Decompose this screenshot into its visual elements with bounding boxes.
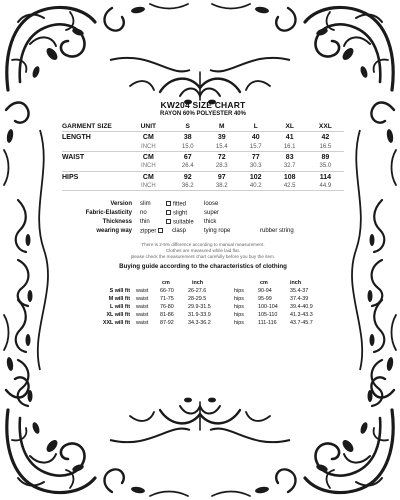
- property-label: wearing way: [96, 228, 132, 235]
- table-row-hips-inch: [62, 182, 344, 191]
- fit-value: 41.3-43.3: [290, 311, 313, 318]
- option-fitted: fitted: [166, 201, 186, 208]
- properties-section: [62, 201, 344, 237]
- option-super: super: [204, 210, 220, 217]
- fit-value: 28-29.5: [188, 295, 207, 302]
- fit-row-s: [62, 288, 344, 296]
- fit-value: 31.9-33.9: [188, 311, 211, 318]
- frame-top-scroll: [110, 58, 290, 72]
- option-slim: slim: [140, 201, 151, 208]
- column-header: S: [171, 122, 205, 132]
- unit-cell: INCH: [126, 143, 171, 152]
- fit-row-l: [62, 304, 344, 312]
- property-row-version: [62, 201, 344, 210]
- table-cell: 35.0: [307, 162, 344, 171]
- checkbox-icon: [158, 228, 163, 233]
- column-header: L: [239, 122, 273, 132]
- fit-value: 95-99: [258, 295, 272, 302]
- table-cell: 15.4: [205, 143, 239, 152]
- row-label-waist: WAIST: [62, 153, 85, 161]
- fit-value: 87-92: [160, 319, 174, 326]
- table-cell: 26.4: [171, 162, 205, 171]
- column-header: inch: [290, 279, 302, 286]
- property-row-thickness: [62, 219, 344, 228]
- fit-measure: waist: [136, 287, 149, 294]
- option-thick: thick: [204, 219, 217, 226]
- fit-size-label: S will fit: [109, 287, 130, 294]
- option-slight: slight: [166, 210, 187, 217]
- note-line: There is 2-5% difference according to manual measurement.: [141, 242, 265, 248]
- fit-value: 35.4-37: [290, 287, 309, 294]
- fit-row-xxl: [62, 320, 344, 328]
- table-cell: 102: [249, 173, 262, 181]
- option-rubber-string: rubber string: [260, 228, 294, 235]
- table-cell: 40: [251, 134, 260, 142]
- option-suitable: suitable: [166, 219, 194, 226]
- row-label-length: LENGTH: [62, 134, 91, 142]
- column-header: inch: [192, 279, 204, 286]
- frame-corner-bottom-right: [212, 315, 396, 496]
- table-cell: 77: [251, 153, 260, 161]
- table-row-hips-cm: [62, 171, 344, 182]
- fit-row-m: [62, 296, 344, 304]
- row-label-hips: HIPS: [62, 173, 79, 181]
- fit-size-label: XXL will fit: [102, 319, 130, 326]
- table-row-waist-cm: [62, 151, 344, 162]
- fit-measure: hips: [234, 287, 244, 294]
- fit-value: 105-110: [258, 311, 278, 318]
- frame-bottom-center-ornament: [130, 398, 270, 430]
- fit-value: 76-80: [160, 303, 174, 310]
- fit-value: 26-27.6: [188, 287, 207, 294]
- frame-right-side-ornament: [368, 200, 385, 306]
- unit-cell: INCH: [126, 182, 171, 191]
- frame-corner-bottom-left: [4, 315, 188, 496]
- fit-measure: waist: [136, 303, 149, 310]
- table-cell: 42.5: [273, 182, 307, 191]
- note-line: please check the measurement chart carefully before you buy the item.: [130, 254, 276, 260]
- column-header: XL: [273, 122, 307, 132]
- unit-cell: CM: [142, 173, 154, 181]
- option-no: no: [140, 210, 147, 217]
- table-cell: 15.7: [239, 143, 273, 152]
- column-header: UNIT: [126, 122, 171, 132]
- property-label: Version: [110, 201, 132, 208]
- table-cell: 114: [319, 173, 331, 181]
- column-header: GARMENT SIZE: [62, 122, 126, 132]
- table-cell: 44.9: [307, 182, 344, 191]
- fit-value: 111-116: [258, 319, 277, 326]
- unit-cell: INCH: [126, 162, 171, 171]
- measurement-notes: [62, 242, 344, 261]
- size-table: [62, 122, 344, 191]
- table-cell: 30.3: [239, 162, 273, 171]
- table-cell: 38.2: [205, 182, 239, 191]
- column-header: M: [205, 122, 239, 132]
- table-row-waist-inch: [62, 162, 344, 171]
- fit-value: 100-104: [258, 303, 278, 310]
- frame-left-side-ornament-2: [16, 300, 33, 406]
- property-row-wearing-way: [62, 228, 344, 237]
- table-cell: 39: [217, 134, 226, 142]
- table-cell: 89: [321, 153, 330, 161]
- option-loose: loose: [204, 201, 219, 208]
- fit-measure: waist: [136, 319, 149, 326]
- checkbox-icon: [166, 219, 171, 224]
- table-cell: 32.7: [273, 162, 307, 171]
- table-cell: 72: [217, 153, 226, 161]
- table-cell: 28.3: [205, 162, 239, 171]
- fit-value: 39.4-40.9: [290, 303, 313, 310]
- column-header: cm: [162, 279, 170, 286]
- fit-guide-table: [62, 280, 344, 340]
- frame-left-side-ornament: [16, 200, 33, 306]
- table-row-length-inch: [62, 143, 344, 152]
- size-chart-panel: [62, 100, 344, 340]
- table-cell: 41: [285, 134, 294, 142]
- fit-measure: hips: [234, 319, 244, 326]
- checkbox-icon: [166, 201, 171, 206]
- unit-cell: CM: [142, 134, 154, 142]
- fit-guide-header-row: [62, 280, 344, 288]
- frame-right-side-ornament-2: [368, 300, 385, 406]
- unit-cell: CM: [142, 153, 154, 161]
- table-cell: 42: [321, 134, 330, 142]
- chart-title: KW204 SIZE CHART: [160, 100, 246, 110]
- table-cell: 92: [183, 173, 192, 181]
- property-label: Thickness: [102, 219, 132, 226]
- option-clasp: clasp: [172, 228, 187, 235]
- column-header: cm: [260, 279, 268, 286]
- table-cell: 16.1: [273, 143, 307, 152]
- fit-value: 37.4-39: [290, 295, 309, 302]
- fit-measure: hips: [234, 295, 244, 302]
- fit-value: 66-70: [160, 287, 174, 294]
- fit-size-label: XL will fit: [106, 311, 130, 318]
- frame-left-scroll: [38, 130, 48, 370]
- table-cell: 36.2: [171, 182, 205, 191]
- fit-value: 29.9-31.5: [188, 303, 211, 310]
- size-table-header-row: [62, 122, 344, 132]
- column-header: XXL: [307, 122, 344, 132]
- table-cell: 15.0: [171, 143, 205, 152]
- fit-measure: waist: [136, 295, 149, 302]
- note-line: Clothes are measured while laid flat.: [165, 248, 241, 254]
- table-cell: 83: [285, 153, 294, 161]
- fit-value: 71-75: [160, 295, 174, 302]
- fit-row-xl: [62, 312, 344, 320]
- fit-value: 34.3-36.2: [188, 319, 211, 326]
- fit-value: 90-94: [258, 287, 272, 294]
- option-thin: thin: [140, 219, 150, 226]
- fit-size-label: M will fit: [108, 295, 130, 302]
- table-cell: 38: [183, 134, 192, 142]
- checkbox-icon: [166, 210, 171, 215]
- frame-right-scroll: [352, 130, 362, 370]
- table-cell: 67: [183, 153, 192, 161]
- option-zipper: zipper: [140, 228, 165, 235]
- fit-measure: waist: [136, 311, 149, 318]
- fit-value: 81-86: [160, 311, 174, 318]
- fit-measure: hips: [234, 303, 244, 310]
- option-tying-rope: tying rope: [204, 228, 231, 235]
- property-label: Fabric-Elasticity: [85, 210, 132, 217]
- fit-measure: hips: [234, 311, 244, 318]
- table-cell: 40.2: [239, 182, 273, 191]
- fit-value: 43.7-45.7: [290, 319, 313, 326]
- table-row-length-cm: [62, 132, 344, 143]
- table-cell: 16.5: [307, 143, 344, 152]
- buying-guide-title: Buying guide according to the characteristics of clothing: [119, 262, 287, 270]
- table-cell: 108: [283, 173, 296, 181]
- fabric-composition: RAYON 60% POLYESTER 40%: [160, 111, 246, 117]
- property-row-fabric-elasticity: [62, 210, 344, 219]
- fit-size-label: L will fit: [110, 303, 130, 310]
- table-cell: 97: [217, 173, 226, 181]
